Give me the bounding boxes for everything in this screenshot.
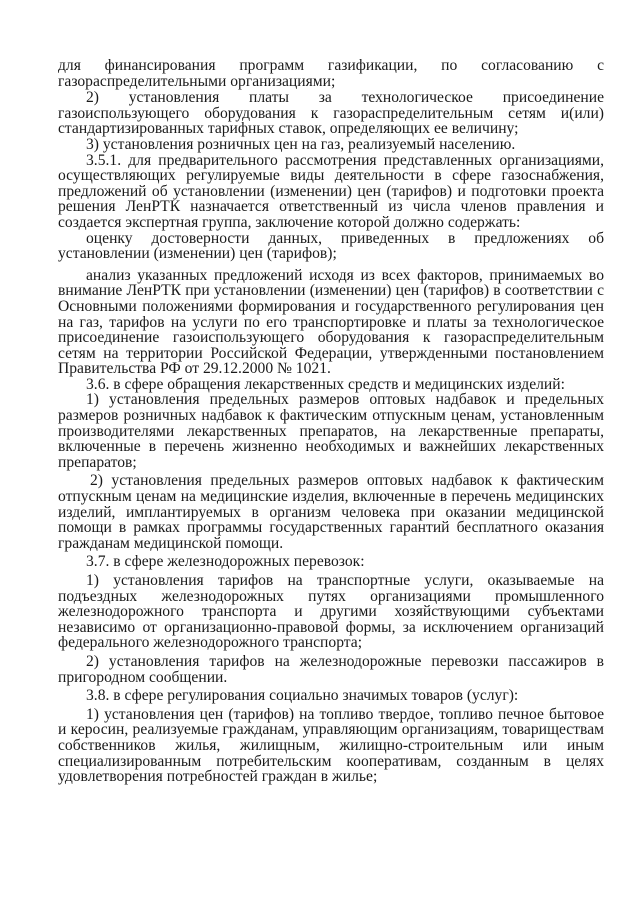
paragraph-3-6-item-2: 2) установления предельных размеров оптовых надбавок к фактическим отпускным ценам на медицинские изделия, включенные в перечень медицинских изделий, имплантируемых в организм человека при оказании медицинской помощи в рамках программы государственных гарантий бесплатного оказания гражданам медицинской помощи. [58,472,604,552]
paragraph-3-5-1: 3.5.1. для предварительного рассмотрения представленных организациями, осуществляющих регулируемые виды деятельности в сфере газоснабжения, предложений об установлении (изменении) цен (тарифов) и подготовки проекта решения ЛенРТК назначается ответственный из числа членов правления и создается экспертная группа, заключение которой должно содержать: [58,151,604,231]
paragraph-3-6-item-1: 1) установления предельных размеров оптовых надбавок и предельных размеров розничных надбавок к фактическим отпускным ценам, установленным производителями лекарственных препаратов, на лекарственные препараты, включенные в перечень жизненно необходимых и важнейших лекарственных препаратов; [58,391,604,471]
paragraph-3-8-item-1: 1) установления цен (тарифов) на топливо твердое, топливо печное бытовое и керосин, реализуемые гражданам, управляющим организациям, товариществам собственников жилья, жилищным, жилищно-строительным или иным специализированным потребительским кооперативам, созданным в целях удовлетворения потребностей граждан в жилье; [58,705,604,786]
paragraph-3-7-item-2: 2) установления тарифов на железнодорожные перевозки пассажиров в пригородном сообщении. [58,652,604,686]
paragraph-continuation: для финансирования программ газификации, по согласованию с газораспределительными организациями; [58,57,604,90]
section-3-8-heading: 3.8. в сфере регулирования социально значимых товаров (услуг): [86,687,519,705]
section-3-7-heading: 3.7. в сфере железнодорожных перевозок: [86,553,365,571]
paragraph-3-7-item-1: 1) установления тарифов на транспортные услуги, оказываемые на подъездных железнодорожных путях организациями промышленного железнодорожного транспорта и другими хозяйствующими субъектами независимо от организационно-правовой формы, за исключением организаций федерального железнодорожного транспорта; [58,572,604,652]
paragraph-item-2: 2) установления платы за технологическое присоединение газоиспользующего оборудования к газораспределительным сетям и(или) стандартизированных тарифных ставок, определяющих ее величину; [58,89,604,138]
section-3-6-heading: 3.6. в сфере обращения лекарственных средств и медицинских изделий: [86,375,565,393]
paragraph-item-3: 3) установления розничных цен на газ, реализуемый населению. [86,135,516,153]
paragraph-analysis: анализ указанных предложений исходя из всех факторов, принимаемых во внимание ЛенРТК при установлении (изменении) цен (тарифов) в соответствии с Основными положениями формирования и государственного регулирования цен на газ, тарифов на услуги по его транспортировке и платы за технологическое присоединение газоиспользующего оборудования к газораспределительным сетям на территории Российской Федерации, утвержденными постановлением Правительства РФ от 29.12.2000 № 1021. [58,266,604,378]
paragraph-assessment: оценку достоверности данных, приведенных в предложениях об установлении (изменении) цен (тарифов); [58,229,604,263]
